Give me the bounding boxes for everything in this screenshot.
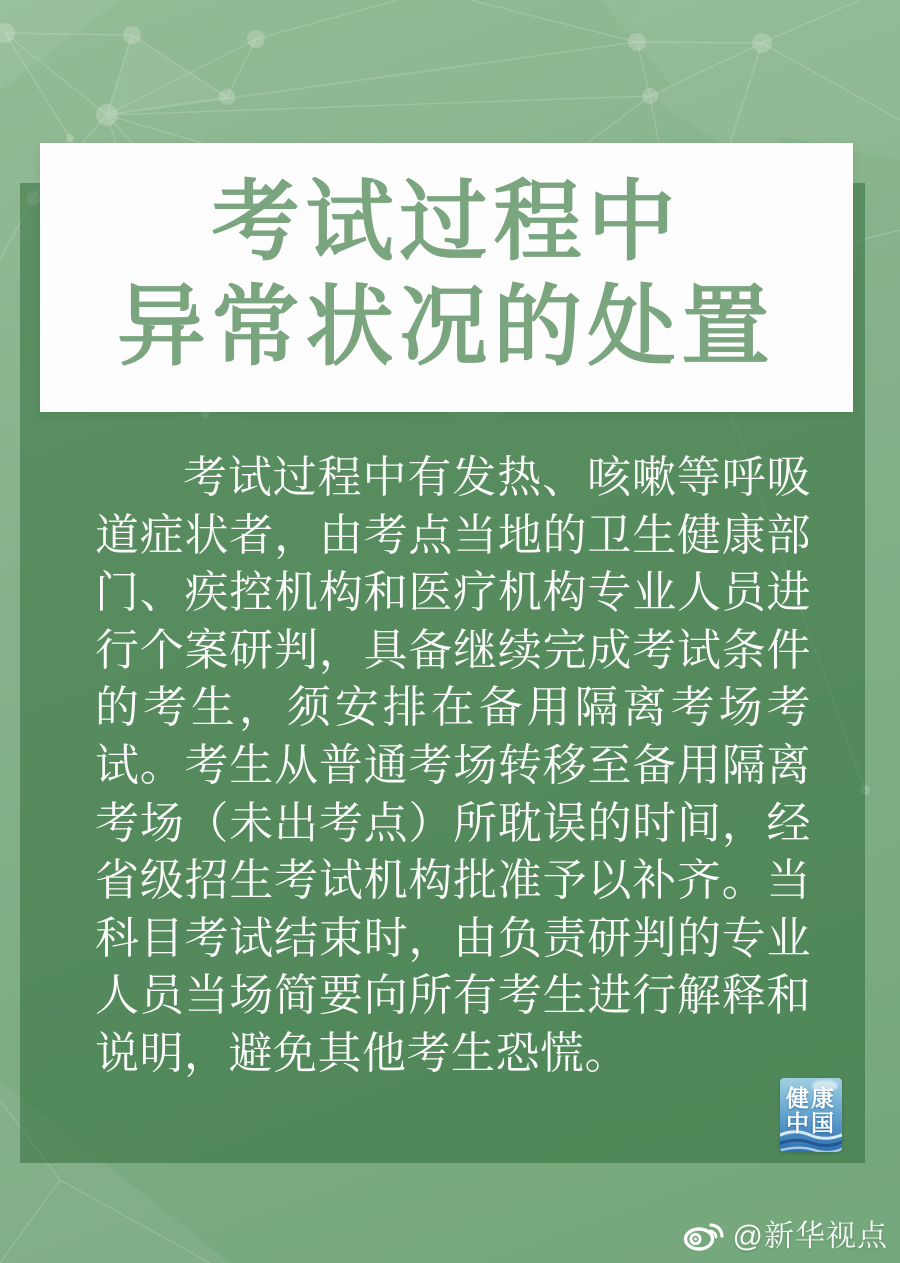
badge-line-2: 中国 <box>786 1110 836 1136</box>
health-china-badge <box>780 1078 842 1152</box>
body-text: 考试过程中有发热、咳嗽等呼吸道症状者，由考点当地的卫生健康部门、疾控机构和医疗机构专业人员进行个案研判，具备继续完成考试条件的考生，须安排在备用隔离考场考试。考生从普通考场转移至备用隔离考场（未出考点）所耽误的时间，经省级招生考试机构批准予以补齐。当科目考试结束时，由负责研判的专业人员当场简要向所有考生进行解释和说明，避免其他考生恐慌。 <box>95 453 811 1078</box>
badge-text <box>780 1078 842 1136</box>
watermark <box>683 1211 888 1255</box>
watermark-handle: @新华视点 <box>732 1220 888 1253</box>
poster-title-line-2: 异常状况的处置 <box>117 277 776 376</box>
poster-title-line-1: 考试过程中 <box>211 172 682 271</box>
badge-line-1: 健康 <box>786 1085 836 1111</box>
title-card <box>40 143 853 412</box>
weibo-icon <box>683 1215 725 1251</box>
